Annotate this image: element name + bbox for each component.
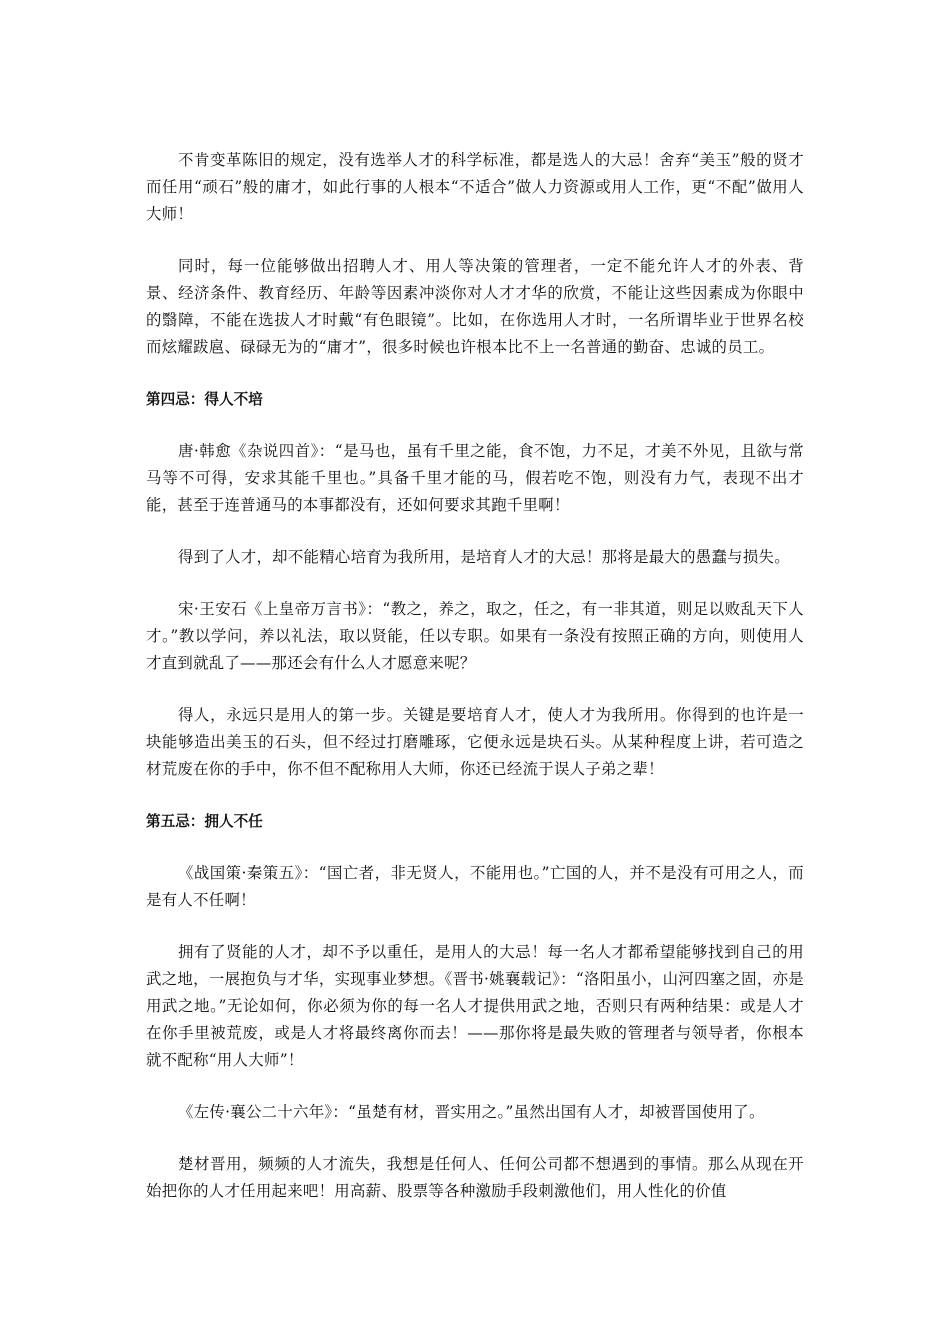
document-page <box>146 147 804 1230</box>
paragraph: 《左传·襄公二十六年》：“虽楚有材，晋实用之。”虽然出国有人才，却被晋国使用了。 <box>178 1103 765 1121</box>
paragraph: 同时，每一位能够做出招聘人才、用人等决策的管理者，一定不能允许人才的外表、背景、经济条件、教育经历、年龄等因素冲淡你对人才才华的欣赏，不能让这些因素成为你眼中的翳障，不能在选拔人才时戴“有色眼镜”。比如，在你选用人才时，一名所谓毕业于世界名校而炫耀跋扈、碌碌无为的“庸才”，很多时候也许根本比不上一名普通的勤奋、忠诚的员工。 <box>146 257 804 356</box>
paragraph: 得人，永远只是用人的第一步。关键是要培育人才，使人才为我所用。你得到的也许是一块能够造出美玉的石头，但不经过打磨雕琢，它便永远是块石头。从某种程度上讲，若可造之材荒废在你的手中，你不但不配称用人大师，你还已经流于误人子弟之辈！ <box>146 706 804 778</box>
paragraph: 唐·韩愈《杂说四首》：“是马也，虽有千里之能，食不饱，力不足，才美不外见，且欲与常马等不可得，安求其能千里也。”具备千里才能的马，假若吃不饱，则没有力气，表现不出才能，甚至于连普通马的本事都没有，还如何要求其跑千里啊！ <box>146 442 804 514</box>
section-heading: 第四忌：得人不培 <box>146 391 263 408</box>
paragraph: 宋·王安石《上皇帝万言书》：“教之，养之，取之，任之，有一非其道，则足以败乱天下人才。”教以学问，养以礼法，取以贤能，任以专职。如果有一条没有按照正确的方向，则使用人才直到就乱了——那还会有什么人才愿意来呢？ <box>146 600 804 672</box>
paragraph: 不肯变革陈旧的规定，没有选举人才的科学标准，都是选人的大忌！舍弃“美玉”般的贤才而任用“顽石”般的庸才，如此行事的人根本“不适合”做人力资源或用人工作，更“不配”做用人大师！ <box>146 151 804 223</box>
paragraph: 楚材晋用，频频的人才流失，我想是任何人、任何公司都不想遇到的事情。那么从现在开始把你的人才任用起来吧！用高薪、股票等各种激励手段刺激他们，用人性化的价值 <box>146 1155 804 1200</box>
paragraph: 得到了人才，却不能精心培育为我所用，是培育人才的大忌！那将是最大的愚蠢与损失。 <box>178 548 790 566</box>
paragraph: 拥有了贤能的人才，却不予以重任，是用人的大忌！每一名人才都希望能够找到自己的用武之地，一展抱负与才华，实现事业梦想。《晋书·姚襄载记》：“洛阳虽小，山河四塞之固，亦是用武之地。”无论如何，你必须为你的每一名人才提供用武之地，否则只有两种结果：或是人才在你手里被荒废，或是人才将最终离你而去！——那你将是最失败的管理者与领导者，你根本就不配称“用人大师”！ <box>146 943 804 1069</box>
section-heading: 第五忌：拥人不任 <box>146 813 263 830</box>
paragraph: 《战国策·秦策五》：“国亡者，非无贤人，不能用也。”亡国的人，并不是没有可用之人，而是有人不任啊！ <box>146 864 804 909</box>
